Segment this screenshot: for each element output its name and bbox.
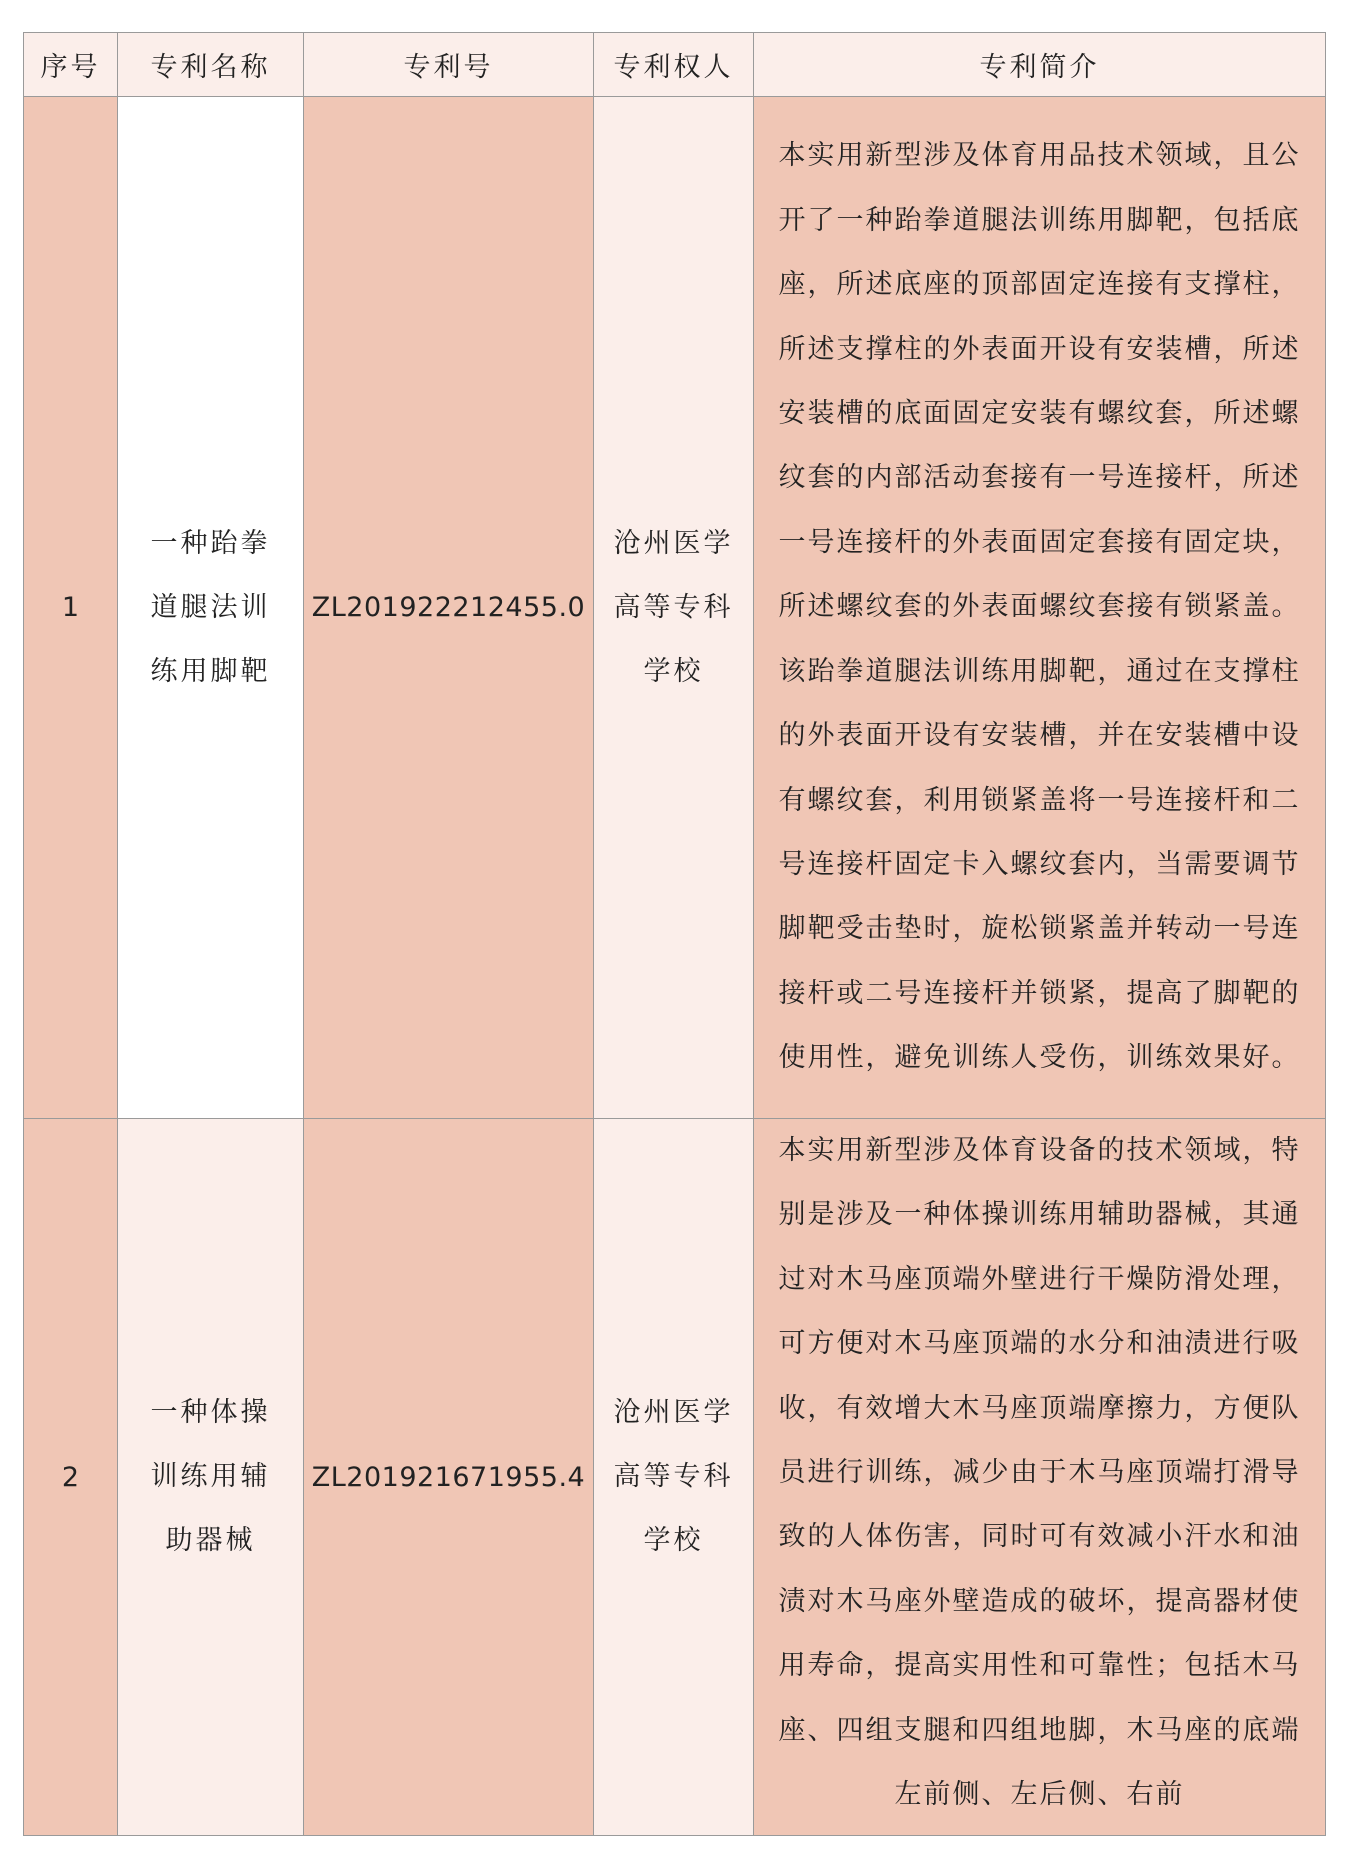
patent-name-text: 一种体操训练用辅助器械 <box>150 1397 271 1556</box>
cell-patent-name <box>118 97 304 1119</box>
cell-patent-number: ZL201921671955.4 <box>304 1119 594 1836</box>
table-row <box>24 97 1326 1119</box>
cell-patent-summary: 本实用新型涉及体育用品技术领域，且公开了一种跆拳道腿法训练用脚靶，包括底座，所述底座的顶部固定连接有支撑柱，所述支撑柱的外表面开设有安装槽，所述安装槽的底面固定安装有螺纹套，所述螺纹套的内部活动套接有一号连接杆，所述一号连接杆的外表面固定套接有固定块，所述螺纹套的外表面螺纹套接有锁紧盖。该跆拳道腿法训练用脚靶，通过在支撑柱的外表面开设有安装槽，并在安装槽中设有螺纹套，利用锁紧盖将一号连接杆和二号连接杆固定卡入螺纹套内，当需要调节脚靶受击垫时，旋松锁紧盖并转动一号连接杆或二号连接杆并锁紧，提高了脚靶的使用性，避免训练人受伤，训练效果好。 <box>754 97 1326 1119</box>
header-patent-summary: 专利简介 <box>754 33 1326 97</box>
table-row <box>24 1119 1326 1836</box>
patent-holder-text: 沧州医学高等专科学校 <box>613 527 734 687</box>
cell-patent-holder <box>594 97 754 1119</box>
header-row <box>24 33 1326 97</box>
cell-patent-holder <box>594 1119 754 1836</box>
patent-table <box>23 32 1326 1836</box>
cell-serial-number: 2 <box>24 1119 118 1836</box>
header-patent-number: 专利号 <box>304 33 594 97</box>
patent-summary-text: 本实用新型涉及体育设备的技术领域，特别是涉及一种体操训练用辅助器械，其通过对木马座顶端外壁进行干燥防滑处理，可方便对木马座顶端的水分和油渍进行吸收，有效增大木马座顶端摩擦力，方便队员进行训练，减少由于木马座顶端打滑导致的人体伤害，同时可有效减小汗水和油渍对木马座外壁造成的破坏，提高器材使用寿命，提高实用性和可靠性；包括木马座、四组支腿和四组地脚，木马座的底端左前侧、左后侧、右前 <box>778 1135 1301 1811</box>
header-patent-name: 专利名称 <box>118 33 304 97</box>
cell-serial-number: 1 <box>24 97 118 1119</box>
patent-name-text: 一种跆拳道腿法训练用脚靶 <box>150 527 271 687</box>
cell-patent-number: ZL201922212455.0 <box>304 97 594 1119</box>
patent-holder-text: 沧州医学高等专科学校 <box>613 1397 734 1556</box>
header-patent-holder: 专利权人 <box>594 33 754 97</box>
cell-patent-summary <box>754 1119 1326 1836</box>
cell-patent-name <box>118 1119 304 1836</box>
header-serial-number: 序号 <box>24 33 118 97</box>
